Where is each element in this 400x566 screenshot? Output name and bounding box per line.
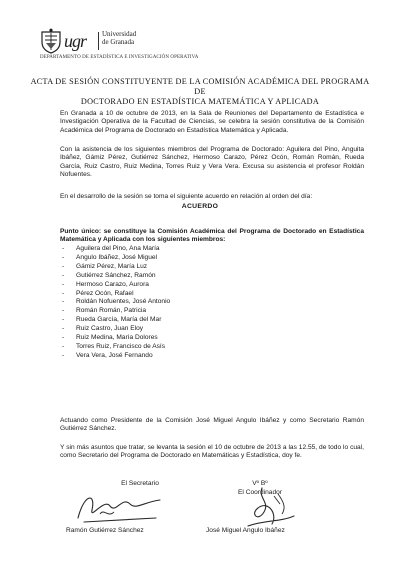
- member-name: Torres Ruiz, Francisco de Asís: [76, 342, 166, 350]
- list-item: [62, 334, 170, 343]
- list-item: [62, 281, 170, 290]
- member-name: Aguilera del Pino, Ana María: [76, 245, 160, 252]
- list-bullet: -: [62, 262, 65, 270]
- list-bullet: -: [62, 342, 65, 350]
- intro-paragraph: En Granada a 10 de octubre de 2013, en la Sala de Reuniones del Departamento de Estadística e Investigación Operativa de la Facultad de Ciencias, se celebra la sesión constitutiva de la Comisión Académica del Programa de Doctorado en Estadística Matemática y Aplicada.: [60, 109, 364, 134]
- university-name-line1: Universidad: [102, 30, 137, 38]
- secretary-signature-icon: [70, 488, 170, 528]
- member-name: Angulo Ibáñez, José Miguel: [76, 253, 158, 261]
- list-item: [62, 298, 170, 307]
- logo-separator: [98, 32, 99, 50]
- members-list: [62, 245, 170, 361]
- list-item: [62, 272, 170, 281]
- document-title-line2: DOCTORADO EN ESTADÍSTICA MATEMÁTICA Y APLICADA: [80, 97, 320, 106]
- list-item: [62, 290, 170, 299]
- list-bullet: -: [62, 325, 65, 333]
- list-bullet: -: [62, 271, 65, 279]
- list-bullet: -: [62, 334, 65, 342]
- list-item: [62, 325, 170, 334]
- member-name: Ruiz Medina, María Dolores: [76, 334, 158, 342]
- university-logo-text: ugr: [64, 31, 87, 51]
- member-name: Hermoso Carazo, Aurora: [76, 280, 149, 288]
- list-item: [62, 343, 170, 352]
- secretary-name: Ramón Gutiérrez Sánchez: [66, 527, 144, 534]
- coordinator-signature-icon: [228, 484, 308, 530]
- member-name: Román Román, Patricia: [76, 307, 146, 315]
- attendance-paragraph: Con la asistencia de los siguientes miembros del Programa de Doctorado: Aguilera del Pino, Anguita Ibáñez, Gámiz Pérez, Gutiérrez Sánchez, Hermoso Carazo, Pérez Ocón, Román Román, Rueda García, Ruiz Castro, Ruiz Medina, Torres Ruiz y Vera Vera. Excusa su asistencia el profesor Roldán Nofuentes.: [60, 145, 364, 179]
- list-bullet: -: [62, 253, 65, 261]
- member-name: Pérez Ocón, Rafael: [76, 289, 134, 297]
- coordinator-name: José Miguel Angulo Ibáñez: [206, 527, 285, 534]
- document-title: [30, 77, 370, 107]
- list-bullet: -: [62, 289, 65, 297]
- list-item: [62, 352, 170, 361]
- list-item: [62, 263, 170, 272]
- member-name: Ruiz Castro, Juan Eloy: [76, 325, 144, 333]
- list-bullet: -: [62, 351, 65, 359]
- member-name: Roldán Nofuentes, José Antonio: [76, 298, 171, 306]
- acuerdo-heading: ACUERDO: [181, 203, 219, 210]
- university-name: [102, 31, 136, 46]
- list-bullet: -: [62, 245, 65, 252]
- closing-paragraph: Y sin más asuntos que tratar, se levanta la sesión el 10 de octubre de 2013 a las 12.55, de todo lo cual, como Secretario del Programa de Doctorado en Matemáticas y Estadística, doy fe.: [60, 443, 364, 460]
- list-bullet: -: [62, 280, 65, 288]
- list-bullet: -: [62, 307, 65, 315]
- member-name: Rueda García, María del Mar: [76, 316, 162, 324]
- university-crest-icon: [40, 28, 62, 54]
- list-item: [62, 316, 170, 325]
- coordinator-role: El Coordinador: [238, 488, 282, 496]
- list-item: [62, 245, 170, 254]
- member-name: Gámiz Pérez, María Luz: [76, 262, 148, 270]
- department-name: DEPARTAMENTO DE ESTADÍSTICA E INVESTIGACIÓN OPERATIVA: [40, 55, 199, 60]
- list-bullet: -: [62, 298, 65, 306]
- president-secretary-paragraph: Actuando como Presidente de la Comisión José Miguel Angulo Ibáñez y como Secretario Ramón Gutiérrez Sánchez.: [60, 416, 364, 433]
- agenda-paragraph: En el desarrollo de la sesión se toma el siguiente acuerdo en relación al orden del día:: [60, 192, 313, 200]
- vb-label: Vº Bº: [252, 480, 268, 487]
- member-name: Vera Vera, José Fernando: [76, 351, 153, 359]
- punto-unico-paragraph: Punto único: se constituye la Comisión Académica del Programa de Doctorado en Estadística Matemática y Aplicada con los siguientes miembros:: [60, 227, 364, 244]
- list-item: [62, 254, 170, 263]
- document-title-line1: ACTA DE SESIÓN CONSTITUYENTE DE LA COMISIÓN ACADÉMICA DEL PROGRAMA DE: [30, 77, 370, 96]
- member-name: Gutiérrez Sánchez, Ramón: [76, 271, 156, 279]
- list-item: [62, 307, 170, 316]
- list-bullet: -: [62, 316, 65, 324]
- letterhead: [36, 28, 366, 64]
- university-name-line2: de Granada: [102, 37, 135, 46]
- secretary-role: El Secretario: [121, 480, 159, 487]
